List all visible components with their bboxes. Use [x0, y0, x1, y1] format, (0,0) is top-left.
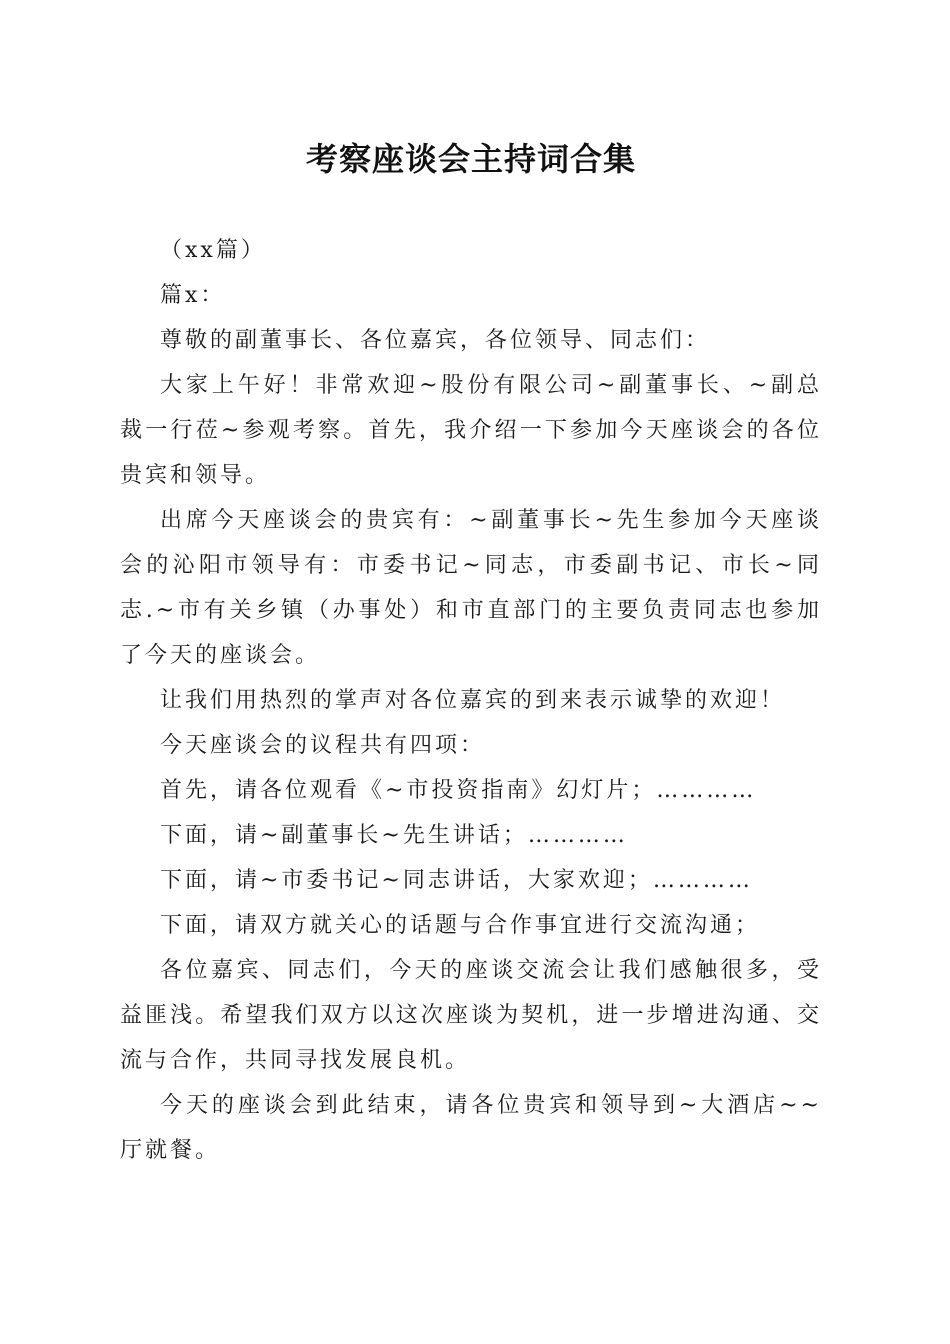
- paragraph-count: （xx篇）: [160, 238, 266, 263]
- paragraph-adjournment: 今天的座谈会到此结束，请各位贵宾和领导到~大酒店~~厅就餐。: [120, 1093, 822, 1163]
- paragraph-section-label: 篇x：: [160, 283, 226, 308]
- paragraph-agenda-intro: 今天座谈会的议程共有四项：: [160, 733, 486, 758]
- paragraph-agenda-item-3: 下面，请~市委书记~同志讲话，大家欢迎；…………: [160, 868, 753, 893]
- document-title: 考察座谈会主持词合集: [305, 140, 636, 178]
- document-body: [120, 228, 822, 1173]
- paragraph-salutation: 尊敬的副董事长、各位嘉宾，各位领导、同志们：: [160, 328, 711, 353]
- paragraph-agenda-item-2: 下面，请~副董事长~先生讲话；…………: [160, 823, 628, 848]
- paragraph-attendees: 出席今天座谈会的贵宾有：~副董事长~先生参加今天座谈会的沁阳市领导有：市委书记~同志，市委副书记、市长~同志.~市有关乡镇（办事处）和市直部门的主要负责同志也参加了今天的座谈会。: [120, 508, 822, 668]
- paragraph-closing-remarks: 各位嘉宾、同志们，今天的座谈交流会让我们感触很多，受益匪浅。希望我们双方以这次座谈为契机，进一步增进沟通、交流与合作，共同寻找发展良机。: [120, 958, 822, 1073]
- paragraph-applause: 让我们用热烈的掌声对各位嘉宾的到来表示诚挚的欢迎！: [160, 688, 786, 713]
- paragraph-agenda-item-4: 下面，请双方就关心的话题与合作事宜进行交流沟通；: [160, 913, 761, 938]
- paragraph-agenda-item-1: 首先，请各位观看《~市投资指南》幻灯片；…………: [160, 778, 757, 803]
- paragraph-welcome: 大家上午好！非常欢迎~股份有限公司~副董事长、~副总裁一行莅~参观考察。首先，我介绍一下参加今天座谈会的各位贵宾和领导。: [120, 373, 822, 488]
